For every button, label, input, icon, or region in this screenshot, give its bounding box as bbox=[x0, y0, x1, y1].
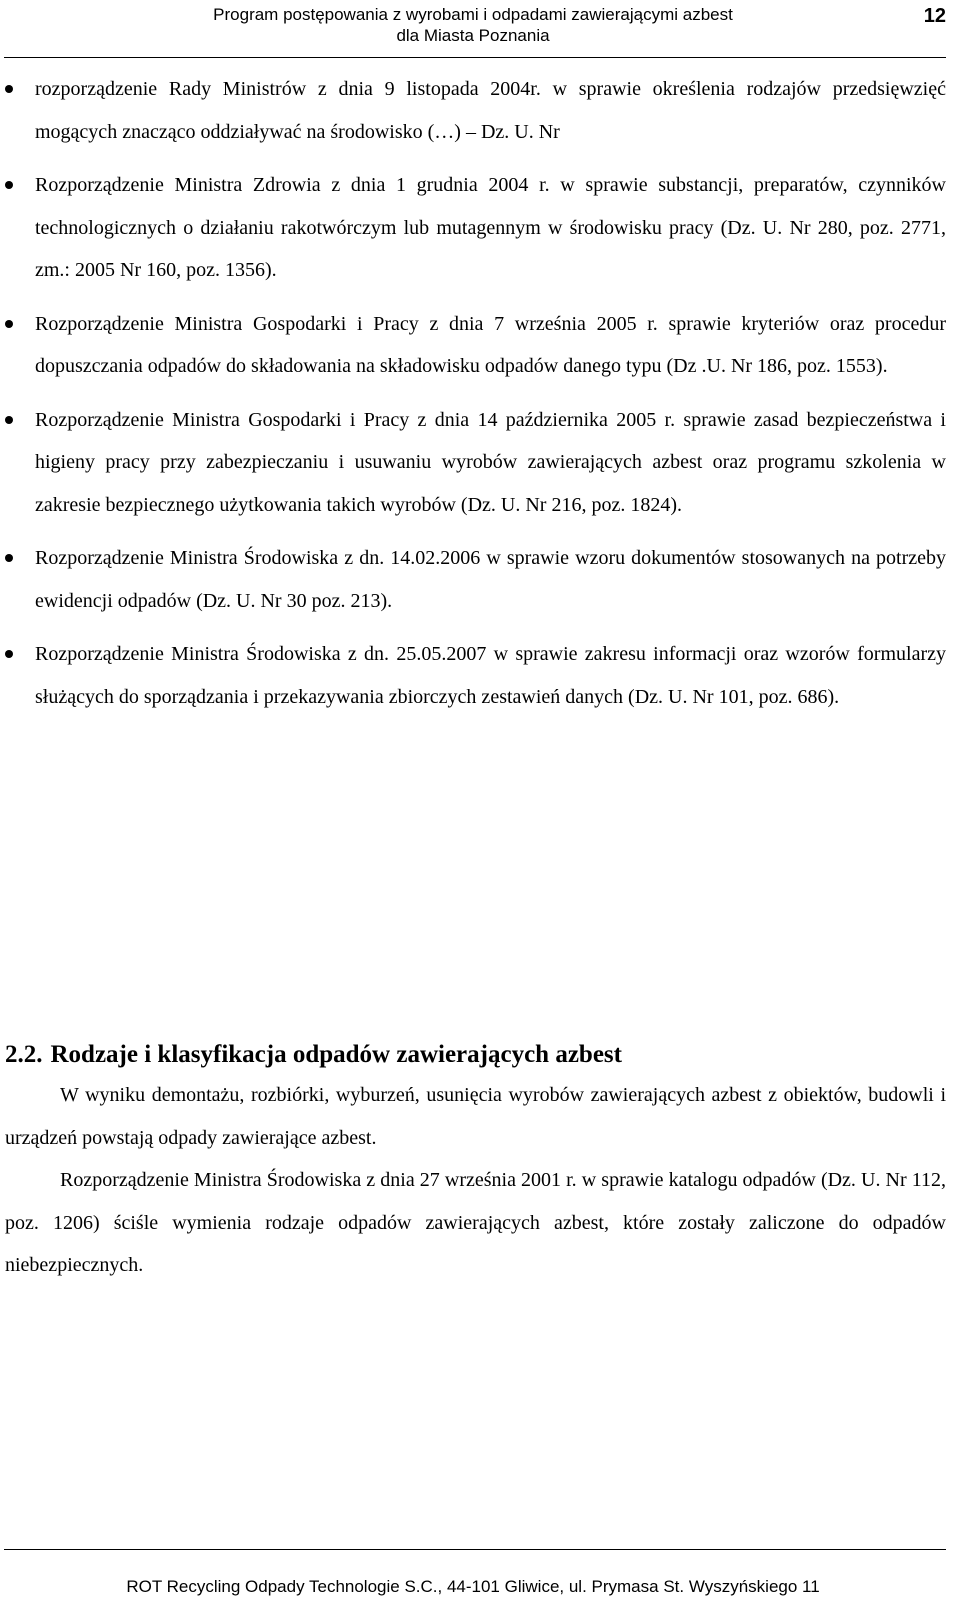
list-item bbox=[0, 68, 960, 153]
list-item-text: rozporządzenie Rady Ministrów z dnia 9 listopada 2004r. w sprawie określenia rodzajów przedsięwzięć mogących znacząco oddziaływać na środowisko (…) – Dz. U. Nr bbox=[35, 78, 946, 143]
bullet-icon bbox=[5, 320, 13, 328]
list-item bbox=[0, 399, 960, 527]
paragraph: W wyniku demontażu, rozbiórki, wyburzeń, usunięcia wyrobów zawierających azbest z obiektów, budowli i urządzeń powstają odpady zawierające azbest. bbox=[5, 1084, 946, 1149]
bullet-icon bbox=[5, 650, 13, 658]
section-title-text: Rodzaje i klasyfikacja odpadów zawierających azbest bbox=[50, 1041, 622, 1068]
list-item-text: Rozporządzenie Ministra Środowiska z dn. 25.05.2007 w sprawie zakresu informacji oraz wzorów formularzy służących do sporządzania i przekazywania zbiorczych zestawień danych (Dz. U. Nr 101, poz. 686). bbox=[35, 643, 946, 708]
paragraph: Rozporządzenie Ministra Środowiska z dnia 27 września 2001 r. w sprawie katalogu odpadów (Dz. U. Nr 112, poz. 1206) ściśle wymienia rodzaje odpadów zawierających azbest, które zostały zaliczone do odpadów niebezpiecznych. bbox=[5, 1169, 946, 1276]
bullet-icon bbox=[5, 554, 13, 562]
footer-divider bbox=[4, 1549, 946, 1550]
header-divider bbox=[4, 57, 946, 58]
document-title-line1: Program postępowania z wyrobami i odpadami zawierającymi azbest bbox=[213, 5, 733, 24]
bullet-icon bbox=[5, 181, 13, 189]
page-number: 12 bbox=[923, 5, 946, 27]
list-item-text: Rozporządzenie Ministra Gospodarki i Pracy z dnia 7 września 2005 r. sprawie kryteriów oraz procedur dopuszczania odpadów do składowania na składowisku odpadów danego typu (Dz .U. Nr 186, poz. 1553). bbox=[35, 312, 946, 377]
list-item bbox=[0, 537, 960, 622]
list-item bbox=[0, 303, 960, 388]
legal-acts-list bbox=[0, 68, 960, 729]
section-heading bbox=[0, 1036, 960, 1074]
section-number: 2.2. bbox=[5, 1041, 43, 1068]
footer-text: ROT Recycling Odpady Technologie S.C., 44-101 Gliwice, ul. Prymasa St. Wyszyńskiego 11 bbox=[126, 1577, 820, 1596]
list-item-text: Rozporządzenie Ministra Zdrowia z dnia 1 grudnia 2004 r. w sprawie substancji, preparatów, czynników technologicznych o działaniu rakotwórczym lub mutagennym w środowisku pracy (Dz. U. Nr 280, poz. 2771, zm.: 2005 Nr 160, poz. 1356). bbox=[35, 174, 946, 281]
list-item-text: Rozporządzenie Ministra Środowiska z dn. 14.02.2006 w sprawie wzoru dokumentów stosowanych na potrzeby ewidencji odpadów (Dz. U. Nr 30 poz. 213). bbox=[35, 547, 946, 612]
page-header bbox=[0, 0, 960, 62]
bullet-icon bbox=[5, 85, 13, 93]
bullet-icon bbox=[5, 416, 13, 424]
page-footer bbox=[0, 1549, 960, 1595]
document-title-line2: dla Miasta Poznania bbox=[396, 26, 550, 45]
list-item bbox=[0, 164, 960, 292]
list-item bbox=[0, 633, 960, 718]
document-title bbox=[0, 4, 946, 46]
list-item-text: Rozporządzenie Ministra Gospodarki i Pracy z dnia 14 października 2005 r. sprawie zasad bezpieczeństwa i higieny pracy przy zabezpieczaniu i usuwaniu wyrobów zawierających azbest oraz programu szkolenia w zakresie bezpiecznego użytkowania takich wyrobów (Dz. U. Nr 216, poz. 1824). bbox=[35, 408, 946, 516]
section-2-2 bbox=[0, 1036, 960, 1287]
